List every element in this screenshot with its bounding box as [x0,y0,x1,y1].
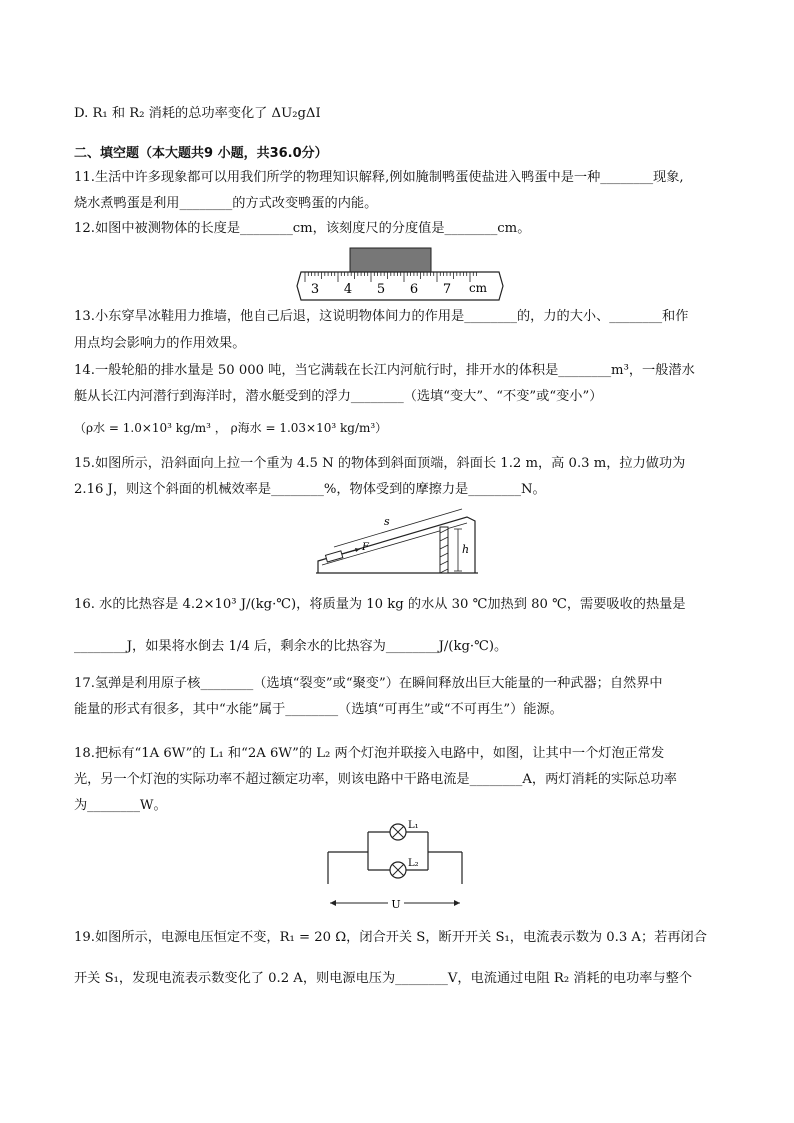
question-15-line2: 2.16 J，则这个斜面的机械效率是________%，物体受到的摩擦力是________N。 [74,482,546,497]
label-h: h [462,543,470,556]
ruler-figure [295,246,505,304]
question-12: 12.如图中被测物体的长度是________cm，该刻度尺的分度值是________cm。 [74,221,531,236]
question-13-line2: 用点均会影响力的作用效果。 [74,336,246,351]
ruler-tick-label: 3 [310,282,320,297]
question-11-line2: 烧水煮鸭蛋是利用________的方式改变鸭蛋的内能。 [74,196,378,211]
question-17-line2: 能量的形式有很多，其中“水能”属于________（选填“可再生”或“不可再生”）能源。 [74,702,563,717]
question-16-line1: 16. 水的比热容是 4.2×10³ J/(kg·℃)，将质量为 10 kg 的水从 30 ℃加热到 80 ℃，需要吸收的热量是 [74,597,686,612]
question-15-line1: 15.如图所示，沿斜面向上拉一个重为 4.5 N 的物体到斜面顶端，斜面长 1.2 m，高 0.3 m，拉力做功为 [74,456,686,471]
question-13-line1: 13.小东穿旱冰鞋用力推墙，他自己后退，这说明物体间力的作用是________的，力的大小、________和作 [74,309,689,324]
label-s: s [384,515,390,528]
question-19-line2: 开关 S₁，发现电流表示数变化了 0.2 A，则电源电压为________V，电流通过电阻 R₂ 消耗的电功率与整个 [74,971,693,986]
question-18-line3: 为________W。 [74,798,167,813]
question-16-line2: ________J，如果将水倒去 1/4 后，剩余水的比热容为________J/(kg·℃)。 [74,639,508,654]
measured-block [350,248,431,272]
question-18-line1: 18.把标有“1A 6W”的 L₁ 和“2A 6W”的 L₂ 两个灯泡并联接入电路中，如图，让其中一个灯泡正常发 [74,746,665,761]
ruler-tick-label: 7 [442,282,452,297]
label-F: F [362,542,369,553]
block-object [325,551,342,562]
section-heading: 二、填空题（本大题共9 小题，共36.0分） [74,146,328,161]
label-L1: L₁ [408,820,419,831]
question-11-line1: 11.生活中许多现象都可以用我们所学的物理知识解释,例如腌制鸭蛋使盐进入鸭蛋中是一种________现象, [74,170,684,185]
question-14-line3: （ρ水 = 1.0×10³ kg/m³ ， ρ海水 = 1.03×10³ kg/m³） [74,421,388,435]
question-17-line1: 17.氢弹是利用原子核________（选填“裂变”或“聚变”）在瞬间释放出巨大能量的一种武器；自然界中 [74,676,663,691]
question-14-line1: 14.一般轮船的排水量是 50 000 吨，当它满载在长江内河航行时，排开水的体积是________m³，一般潜水 [74,363,695,378]
ruler-tick-label: 4 [343,282,353,297]
ruler-tick-label: 6 [409,282,419,297]
support-post [440,527,448,573]
question-19-line1: 19.如图所示，电源电压恒定不变，R₁ = 20 Ω，闭合开关 S，断开开关 S₁，电流表示数为 0.3 A；若再闭合 [74,930,707,945]
incline-figure [312,503,482,579]
question-18-line2: 光，另一个灯泡的实际功率不超过额定功率，则该电路中干路电流是________A，两灯消耗的实际总功率 [74,772,677,787]
label-U: U [391,898,401,911]
label-L2: L₂ [408,858,419,869]
question-14-line2: 艇从长江内河潜行到海洋时，潜水艇受到的浮力________（选填“变大”、“不变”或“变小”） [74,389,603,404]
option-d: D. R₁ 和 R₂ 消耗的总功率变化了 ΔU₂gΔI [74,106,321,121]
ruler-unit: cm [468,281,488,295]
ruler-tick-label: 5 [376,282,386,297]
circuit-figure [326,818,466,914]
